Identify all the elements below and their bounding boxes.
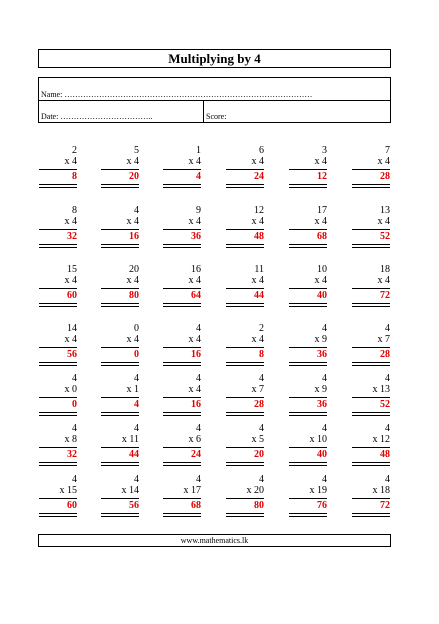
multiplier: x 20 [246, 485, 264, 496]
multiplier: x 4 [64, 216, 77, 227]
answer: 24 [254, 171, 264, 182]
multiplier: x 4 [377, 216, 390, 227]
problem [163, 323, 201, 366]
multiplier: x 4 [126, 334, 139, 345]
answer: 36 [191, 231, 201, 242]
problem [289, 423, 327, 466]
multiplier: x 8 [64, 434, 77, 445]
double-rule-bottom [101, 365, 139, 366]
multiplier: x 1 [126, 384, 139, 395]
double-rule-bottom [289, 306, 327, 307]
double-rule-top [101, 513, 139, 514]
multiplicand: 15 [67, 264, 77, 275]
problem [352, 205, 390, 248]
multiplier: x 4 [188, 334, 201, 345]
multiplicand: 5 [134, 145, 139, 156]
multiplier: x 7 [251, 384, 264, 395]
answer: 28 [380, 171, 390, 182]
multiplicand: 4 [385, 373, 390, 384]
multiplier: x 11 [121, 434, 139, 445]
double-rule-bottom [289, 415, 327, 416]
double-rule-bottom [39, 516, 77, 517]
double-rule-top [39, 362, 77, 363]
answer: 80 [129, 290, 139, 301]
multiplicand: 13 [380, 205, 390, 216]
double-rule-top [101, 244, 139, 245]
multiplier: x 4 [251, 275, 264, 286]
multiplicand: 4 [322, 423, 327, 434]
double-rule-top [163, 362, 201, 363]
multiplicand: 1 [196, 145, 201, 156]
answer: 68 [317, 231, 327, 242]
problem [101, 373, 139, 416]
answer: 60 [67, 290, 77, 301]
multiplicand: 11 [254, 264, 264, 275]
name-label[interactable]: Name: ………………………………………………………………………………… [41, 90, 313, 99]
multiplier: x 4 [188, 156, 201, 167]
worksheet-title: Multiplying by 4 [38, 49, 391, 68]
double-rule-top [163, 303, 201, 304]
double-rule-bottom [289, 247, 327, 248]
multiplier: x 4 [64, 156, 77, 167]
double-rule-top [289, 362, 327, 363]
multiplicand: 4 [72, 423, 77, 434]
answer: 44 [129, 449, 139, 460]
multiplicand: 4 [196, 423, 201, 434]
double-rule-bottom [226, 465, 264, 466]
multiplicand: 4 [196, 373, 201, 384]
score-label[interactable]: Score: [206, 112, 227, 121]
multiplicand: 4 [385, 423, 390, 434]
multiplicand: 4 [385, 323, 390, 334]
multiplicand: 6 [259, 145, 264, 156]
answer: 8 [259, 349, 264, 360]
multiplicand: 14 [67, 323, 77, 334]
multiplier: x 4 [314, 156, 327, 167]
multiplier: x 10 [309, 434, 327, 445]
double-rule-bottom [226, 516, 264, 517]
multiplicand: 4 [134, 205, 139, 216]
answer: 40 [317, 290, 327, 301]
double-rule-bottom [352, 415, 390, 416]
double-rule-bottom [101, 247, 139, 248]
problem [163, 145, 201, 188]
double-rule-top [289, 184, 327, 185]
multiplicand: 4 [259, 373, 264, 384]
answer: 24 [191, 449, 201, 460]
double-rule-bottom [226, 306, 264, 307]
answer: 0 [134, 349, 139, 360]
multiplier: x 12 [372, 434, 390, 445]
footer-url: www.mathematics.lk [38, 534, 391, 547]
answer: 8 [72, 171, 77, 182]
answer: 64 [191, 290, 201, 301]
double-rule-bottom [163, 415, 201, 416]
answer: 56 [67, 349, 77, 360]
multiplier: x 19 [309, 485, 327, 496]
problem [289, 145, 327, 188]
multiplicand: 2 [72, 145, 77, 156]
multiplicand: 8 [72, 205, 77, 216]
problem [39, 264, 77, 307]
multiplier: x 4 [188, 384, 201, 395]
double-rule-bottom [226, 415, 264, 416]
multiplicand: 0 [134, 323, 139, 334]
multiplicand: 10 [317, 264, 327, 275]
answer: 68 [191, 500, 201, 511]
double-rule-top [39, 184, 77, 185]
problem [163, 264, 201, 307]
double-rule-bottom [163, 516, 201, 517]
problem [39, 423, 77, 466]
problem [39, 323, 77, 366]
double-rule-top [39, 412, 77, 413]
double-rule-bottom [226, 365, 264, 366]
double-rule-top [352, 513, 390, 514]
multiplier: x 0 [64, 384, 77, 395]
answer: 28 [380, 349, 390, 360]
double-rule-bottom [39, 465, 77, 466]
answer: 56 [129, 500, 139, 511]
problem [101, 264, 139, 307]
multiplier: x 9 [314, 334, 327, 345]
problem [163, 474, 201, 517]
double-rule-top [352, 244, 390, 245]
double-rule-top [289, 244, 327, 245]
multiplier: x 4 [126, 275, 139, 286]
problem [39, 373, 77, 416]
multiplicand: 4 [196, 474, 201, 485]
multiplicand: 3 [322, 145, 327, 156]
multiplicand: 4 [72, 474, 77, 485]
multiplier: x 5 [251, 434, 264, 445]
answer: 36 [317, 399, 327, 410]
double-rule-top [226, 362, 264, 363]
answer: 16 [191, 399, 201, 410]
problem [226, 205, 264, 248]
double-rule-bottom [163, 247, 201, 248]
double-rule-bottom [289, 465, 327, 466]
double-rule-bottom [101, 187, 139, 188]
double-rule-bottom [163, 187, 201, 188]
multiplicand: 4 [134, 474, 139, 485]
answer: 20 [129, 171, 139, 182]
answer: 76 [317, 500, 327, 511]
answer: 0 [72, 399, 77, 410]
answer: 32 [67, 449, 77, 460]
multiplicand: 4 [322, 373, 327, 384]
multiplier: x 13 [372, 384, 390, 395]
multiplier: x 4 [188, 216, 201, 227]
multiplier: x 4 [314, 216, 327, 227]
double-rule-top [163, 184, 201, 185]
answer: 72 [380, 500, 390, 511]
double-rule-bottom [352, 516, 390, 517]
multiplicand: 2 [259, 323, 264, 334]
double-rule-top [39, 303, 77, 304]
problem [352, 373, 390, 416]
double-rule-top [226, 244, 264, 245]
problem [101, 205, 139, 248]
problem [289, 373, 327, 416]
double-rule-top [226, 303, 264, 304]
multiplier: x 6 [188, 434, 201, 445]
problem [39, 474, 77, 517]
multiplicand: 16 [191, 264, 201, 275]
multiplier: x 7 [377, 334, 390, 345]
double-rule-top [226, 513, 264, 514]
double-rule-top [39, 462, 77, 463]
problem [101, 323, 139, 366]
double-rule-bottom [39, 187, 77, 188]
multiplier: x 4 [251, 334, 264, 345]
double-rule-bottom [289, 365, 327, 366]
double-rule-top [39, 244, 77, 245]
double-rule-top [101, 362, 139, 363]
double-rule-bottom [163, 306, 201, 307]
double-rule-bottom [101, 465, 139, 466]
double-rule-bottom [163, 465, 201, 466]
multiplicand: 4 [322, 323, 327, 334]
multiplicand: 20 [129, 264, 139, 275]
multiplier: x 4 [314, 275, 327, 286]
multiplicand: 4 [322, 474, 327, 485]
multiplier: x 4 [64, 275, 77, 286]
double-rule-top [352, 462, 390, 463]
answer: 48 [380, 449, 390, 460]
multiplier: x 14 [121, 485, 139, 496]
problem [39, 145, 77, 188]
double-rule-top [101, 184, 139, 185]
answer: 44 [254, 290, 264, 301]
problem [39, 205, 77, 248]
problem [289, 264, 327, 307]
double-rule-top [226, 462, 264, 463]
multiplicand: 4 [385, 474, 390, 485]
double-rule-top [101, 303, 139, 304]
double-rule-top [352, 184, 390, 185]
problem [352, 323, 390, 366]
problem [352, 474, 390, 517]
multiplicand: 12 [254, 205, 264, 216]
double-rule-bottom [39, 415, 77, 416]
multiplicand: 4 [259, 423, 264, 434]
multiplier: x 18 [372, 485, 390, 496]
double-rule-top [226, 184, 264, 185]
double-rule-bottom [101, 415, 139, 416]
answer: 36 [317, 349, 327, 360]
double-rule-top [163, 412, 201, 413]
multiplicand: 4 [259, 474, 264, 485]
answer: 16 [129, 231, 139, 242]
problem [226, 423, 264, 466]
double-rule-top [289, 412, 327, 413]
multiplier: x 4 [377, 156, 390, 167]
double-rule-bottom [101, 516, 139, 517]
double-rule-top [163, 244, 201, 245]
double-rule-top [163, 513, 201, 514]
problem [101, 423, 139, 466]
double-rule-bottom [39, 247, 77, 248]
multiplier: x 4 [64, 334, 77, 345]
multiplier: x 15 [59, 485, 77, 496]
double-rule-bottom [289, 187, 327, 188]
multiplicand: 17 [317, 205, 327, 216]
multiplicand: 9 [196, 205, 201, 216]
problem [226, 264, 264, 307]
double-rule-bottom [226, 187, 264, 188]
multiplicand: 18 [380, 264, 390, 275]
double-rule-top [101, 462, 139, 463]
problem [226, 373, 264, 416]
problem [352, 264, 390, 307]
double-rule-bottom [226, 247, 264, 248]
double-rule-top [352, 303, 390, 304]
double-rule-bottom [352, 465, 390, 466]
multiplicand: 7 [385, 145, 390, 156]
double-rule-bottom [352, 247, 390, 248]
problem [226, 145, 264, 188]
double-rule-bottom [352, 365, 390, 366]
answer: 20 [254, 449, 264, 460]
double-rule-bottom [101, 306, 139, 307]
answer: 12 [317, 171, 327, 182]
double-rule-top [289, 462, 327, 463]
problem [163, 205, 201, 248]
double-rule-top [163, 462, 201, 463]
multiplicand: 4 [72, 373, 77, 384]
problem [101, 145, 139, 188]
double-rule-bottom [163, 365, 201, 366]
multiplier: x 4 [188, 275, 201, 286]
multiplier: x 4 [377, 275, 390, 286]
multiplicand: 4 [134, 373, 139, 384]
answer: 48 [254, 231, 264, 242]
double-rule-top [289, 303, 327, 304]
double-rule-top [101, 412, 139, 413]
answer: 52 [380, 231, 390, 242]
multiplier: x 4 [251, 156, 264, 167]
answer: 72 [380, 290, 390, 301]
problem [163, 373, 201, 416]
answer: 40 [317, 449, 327, 460]
date-label[interactable]: Date: …………………………….. [41, 112, 153, 121]
multiplier: x 4 [126, 156, 139, 167]
answer: 60 [67, 500, 77, 511]
double-rule-bottom [39, 306, 77, 307]
double-rule-top [226, 412, 264, 413]
problem [226, 323, 264, 366]
multiplicand: 4 [196, 323, 201, 334]
problem [289, 474, 327, 517]
multiplier: x 9 [314, 384, 327, 395]
problem [101, 474, 139, 517]
multiplicand: 4 [134, 423, 139, 434]
double-rule-bottom [39, 365, 77, 366]
multiplier: x 4 [126, 216, 139, 227]
double-rule-bottom [289, 516, 327, 517]
problem [226, 474, 264, 517]
double-rule-top [289, 513, 327, 514]
answer: 80 [254, 500, 264, 511]
multiplier: x 4 [251, 216, 264, 227]
double-rule-top [352, 362, 390, 363]
answer: 52 [380, 399, 390, 410]
answer: 32 [67, 231, 77, 242]
problem [163, 423, 201, 466]
answer: 28 [254, 399, 264, 410]
answer: 4 [134, 399, 139, 410]
double-rule-bottom [352, 306, 390, 307]
double-rule-bottom [352, 187, 390, 188]
answer: 16 [191, 349, 201, 360]
double-rule-top [39, 513, 77, 514]
problem [352, 423, 390, 466]
problem [352, 145, 390, 188]
problem [289, 205, 327, 248]
double-rule-top [352, 412, 390, 413]
problem [289, 323, 327, 366]
answer: 4 [196, 171, 201, 182]
multiplier: x 17 [183, 485, 201, 496]
